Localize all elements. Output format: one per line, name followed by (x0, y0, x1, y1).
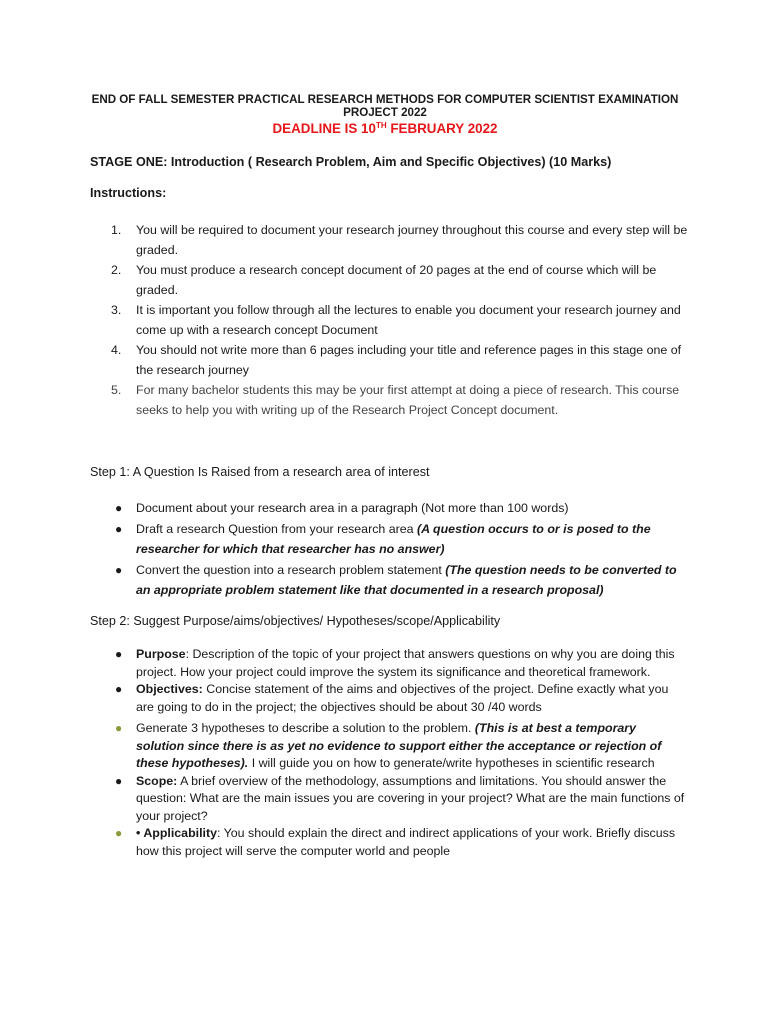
list-item (111, 340, 691, 380)
bullet-icon: ● (115, 721, 123, 735)
stage-heading: STAGE ONE: Introduction ( Research Problem, Aim and Specific Objectives) (10 Marks) (90, 155, 612, 169)
list-item (111, 220, 691, 260)
item-number: 5. (111, 383, 122, 397)
item-number: 4. (111, 343, 122, 357)
item-text: You should not write more than 6 pages including your title and reference pages in this stage one of the research journey (136, 343, 682, 377)
bullet-icon: ● (115, 562, 123, 577)
deadline-text: DEADLINE IS 10 (272, 121, 376, 136)
step2-heading: Step 2: Suggest Purpose/aims/objectives/ Hypotheses/scope/Applicability (90, 614, 501, 628)
list-item (115, 519, 685, 560)
applicability-label: • Applicability (136, 826, 217, 840)
item-text: For many bachelor students this may be your first attempt at doing a piece of research. This course seeks to help you with writing up of the Research Project Concept document. (136, 383, 680, 417)
list-item-purpose (115, 646, 685, 681)
scope-label: Scope: (136, 773, 178, 788)
scope-text: A brief overview of the methodology, assumptions and limitations. You should answer the question: What are the main issues you are covering in your project? What are the main functions of your project? (136, 773, 685, 823)
item-text: Convert the question into a research problem statement (136, 562, 446, 577)
list-item-applicability (115, 825, 685, 860)
list-item (111, 260, 691, 300)
deadline-superscript: TH (375, 121, 387, 130)
list-item (111, 300, 691, 340)
deadline-line (70, 121, 700, 136)
step2-list (115, 646, 685, 860)
bullet-icon: ● (115, 773, 123, 788)
item-text: Draft a research Question from your research area (136, 521, 417, 536)
item-number: 3. (111, 303, 122, 317)
bullet-icon: ● (115, 501, 123, 515)
bullet-icon: ● (115, 521, 123, 536)
list-item-scope (115, 773, 685, 826)
title-line-1: END OF FALL SEMESTER PRACTICAL RESEARCH METHODS FOR COMPUTER SCIENTIST EXAMINATION (91, 93, 679, 106)
hypotheses-tail: I will guide you on how to generate/write hypotheses in scientific research (248, 756, 655, 770)
item-number: 1. (111, 223, 122, 237)
applicability-text: : You should explain the direct and indirect applications of your work. Briefly discuss how this project will serve the computer world and people (136, 826, 676, 858)
purpose-label: Purpose (136, 647, 186, 661)
bullet-icon: ● (115, 647, 123, 661)
list-item-objectives (115, 681, 685, 716)
deadline-text-end: FEBRUARY 2022 (386, 121, 498, 136)
item-emphasis: (A question occurs to or is posed to the researcher for which that researcher has no answer) (136, 521, 651, 556)
step1-list (115, 498, 685, 601)
purpose-text: : Description of the topic of your project that answers questions on why you are doing this project. How your project could improve the system its significance and theoretical framework. (136, 647, 675, 679)
list-item-hypotheses (115, 720, 685, 773)
title-line-2: PROJECT 2022 (343, 106, 427, 119)
bullet-icon: ● (115, 682, 123, 696)
item-emphasis: (The question needs to be converted to an appropriate problem statement like that documented in a research proposal) (136, 562, 677, 597)
item-text: It is important you follow through all the lectures to enable you document your research journey and come up with a research concept Document (136, 303, 681, 337)
document-title (70, 93, 700, 119)
step1-heading: Step 1: A Question Is Raised from a research area of interest (90, 465, 430, 479)
list-item (115, 560, 685, 601)
list-item (115, 498, 685, 519)
instructions-heading: Instructions: (90, 186, 167, 200)
hypotheses-emphasis: (This is at best a temporary solution since there is as yet no evidence to support either the acceptance or rejection of these hypotheses). (136, 721, 662, 770)
objectives-label: Objectives: (136, 682, 203, 696)
objectives-text: Concise statement of the aims and objectives of the project. Define exactly what you are going to do in the project; the objectives should be about 30 /40 words (136, 682, 669, 714)
instructions-list (111, 220, 691, 420)
hypotheses-text: Generate 3 hypotheses to describe a solution to the problem. (136, 721, 475, 735)
item-number: 2. (111, 263, 122, 277)
bullet-icon: ● (115, 826, 123, 840)
item-text: You must produce a research concept document of 20 pages at the end of course which will be graded. (136, 263, 657, 297)
item-text: Document about your research area in a paragraph (Not more than 100 words) (136, 501, 569, 515)
item-text: You will be required to document your research journey throughout this course and every step will be graded. (136, 223, 688, 257)
list-item (111, 380, 691, 420)
